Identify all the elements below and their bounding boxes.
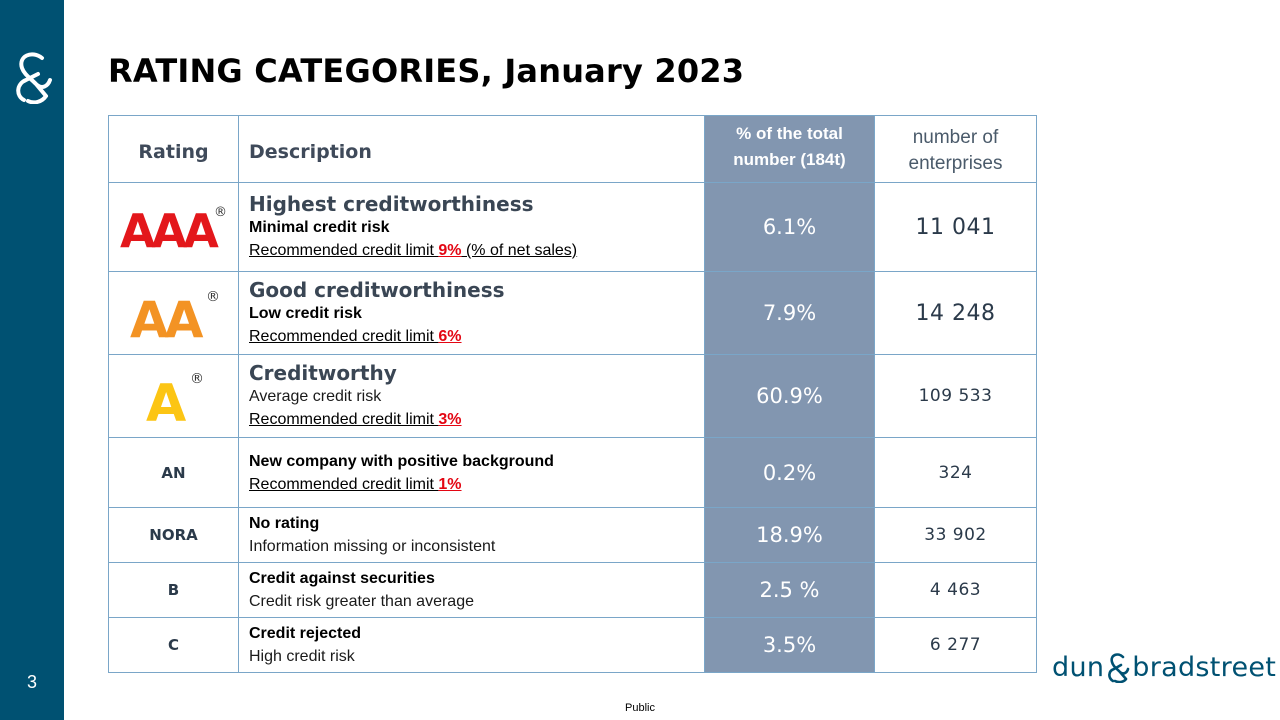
description-cell bbox=[239, 183, 705, 272]
percent-cell: 6.1% bbox=[705, 183, 875, 272]
count-cell: 11 041 bbox=[875, 183, 1037, 272]
percent-cell: 3.5% bbox=[705, 618, 875, 673]
header-percent bbox=[705, 116, 875, 183]
description-line1: No rating bbox=[249, 515, 320, 532]
header-description: Description bbox=[239, 116, 705, 183]
table-row bbox=[109, 618, 1037, 673]
aa-badge-text: AA bbox=[129, 291, 199, 341]
percent-cell: 60.9% bbox=[705, 355, 875, 438]
credit-limit-line bbox=[249, 408, 704, 431]
table-row bbox=[109, 183, 1037, 272]
description-cell bbox=[239, 355, 705, 438]
table-row bbox=[109, 272, 1037, 355]
credit-limit-line bbox=[249, 473, 704, 496]
aa-rating-badge-icon bbox=[126, 285, 222, 341]
header-count-line1: number of bbox=[912, 127, 999, 148]
description-title: Highest creditworthiness bbox=[249, 192, 534, 216]
header-count-line2: enterprises bbox=[908, 153, 1003, 174]
percent-cell: 7.9% bbox=[705, 272, 875, 355]
credit-limit-value: 9% bbox=[438, 242, 462, 259]
rating-cell bbox=[109, 355, 239, 438]
a-rating-badge-icon bbox=[142, 367, 206, 425]
brand-bradstreet: bradstreet bbox=[1132, 652, 1277, 683]
percent-cell: 18.9% bbox=[705, 508, 875, 563]
credit-limit-text: Recommended credit limit bbox=[249, 475, 439, 493]
percent-cell: 2.5 % bbox=[705, 563, 875, 618]
brand-dun: dun bbox=[1052, 652, 1105, 683]
credit-limit-line bbox=[249, 239, 704, 262]
count-cell: 4 463 bbox=[875, 563, 1037, 618]
table-row bbox=[109, 508, 1037, 563]
rating-code: C bbox=[109, 618, 239, 673]
description-risk: Low credit risk bbox=[249, 305, 362, 322]
rating-cell bbox=[109, 183, 239, 272]
header-count bbox=[875, 116, 1037, 183]
count-cell: 14 248 bbox=[875, 272, 1037, 355]
registered-mark: ® bbox=[205, 289, 220, 305]
credit-limit-value: 3% bbox=[438, 411, 462, 428]
registered-mark: ® bbox=[213, 205, 227, 220]
dun-bradstreet-logo bbox=[1052, 652, 1276, 683]
a-badge-text: A bbox=[145, 374, 186, 425]
aaa-rating-badge-icon bbox=[118, 202, 230, 252]
registered-mark: ® bbox=[189, 371, 204, 387]
description-line2: Credit risk greater than average bbox=[249, 593, 474, 610]
header-rating: Rating bbox=[109, 116, 239, 183]
rating-code: B bbox=[109, 563, 239, 618]
table-row bbox=[109, 438, 1037, 508]
header-percent-line2: number (184t) bbox=[733, 150, 846, 169]
description-cell bbox=[239, 438, 705, 508]
page-title: RATING CATEGORIES, January 2023 bbox=[108, 52, 745, 90]
credit-limit-text: Recommended credit limit bbox=[249, 242, 439, 259]
table-row bbox=[109, 563, 1037, 618]
count-cell: 6 277 bbox=[875, 618, 1037, 673]
count-cell: 33 902 bbox=[875, 508, 1037, 563]
credit-limit-value: 6% bbox=[438, 328, 462, 345]
sidebar bbox=[0, 0, 64, 720]
description-line1: Credit rejected bbox=[249, 625, 362, 642]
ampersand-logo-icon bbox=[12, 52, 54, 104]
description-cell bbox=[239, 272, 705, 355]
description-line2: Information missing or inconsistent bbox=[249, 538, 496, 555]
description-title: Creditworthy bbox=[249, 361, 397, 385]
rating-table bbox=[108, 115, 1037, 673]
description-risk: Minimal credit risk bbox=[249, 219, 390, 236]
description-line1: New company with positive background bbox=[249, 452, 554, 470]
credit-limit-text: Recommended credit limit bbox=[249, 411, 439, 428]
rating-cell bbox=[109, 272, 239, 355]
footer-classification: Public bbox=[625, 702, 655, 714]
description-cell bbox=[239, 618, 705, 673]
rating-code: NORA bbox=[109, 508, 239, 563]
credit-limit-line bbox=[249, 325, 704, 348]
description-line2: High credit risk bbox=[249, 648, 355, 665]
percent-cell: 0.2% bbox=[705, 438, 875, 508]
description-line1: Credit against securities bbox=[249, 570, 435, 587]
brand-ampersand-icon bbox=[1106, 653, 1130, 683]
description-cell bbox=[239, 508, 705, 563]
rating-code: AN bbox=[109, 438, 239, 508]
description-risk: Average credit risk bbox=[249, 388, 382, 405]
aaa-badge-text: AAA bbox=[119, 204, 215, 252]
description-cell bbox=[239, 563, 705, 618]
credit-limit-suffix: (% of net sales) bbox=[461, 242, 578, 259]
header-percent-line1: % of the total bbox=[736, 124, 843, 143]
description-title: Good creditworthiness bbox=[249, 278, 505, 302]
table-row bbox=[109, 355, 1037, 438]
credit-limit-text: Recommended credit limit bbox=[249, 328, 439, 345]
count-cell: 109 533 bbox=[875, 355, 1037, 438]
slide-number: 3 bbox=[26, 672, 37, 692]
table-header-row bbox=[109, 116, 1037, 183]
count-cell: 324 bbox=[875, 438, 1037, 508]
credit-limit-value: 1% bbox=[438, 475, 462, 493]
